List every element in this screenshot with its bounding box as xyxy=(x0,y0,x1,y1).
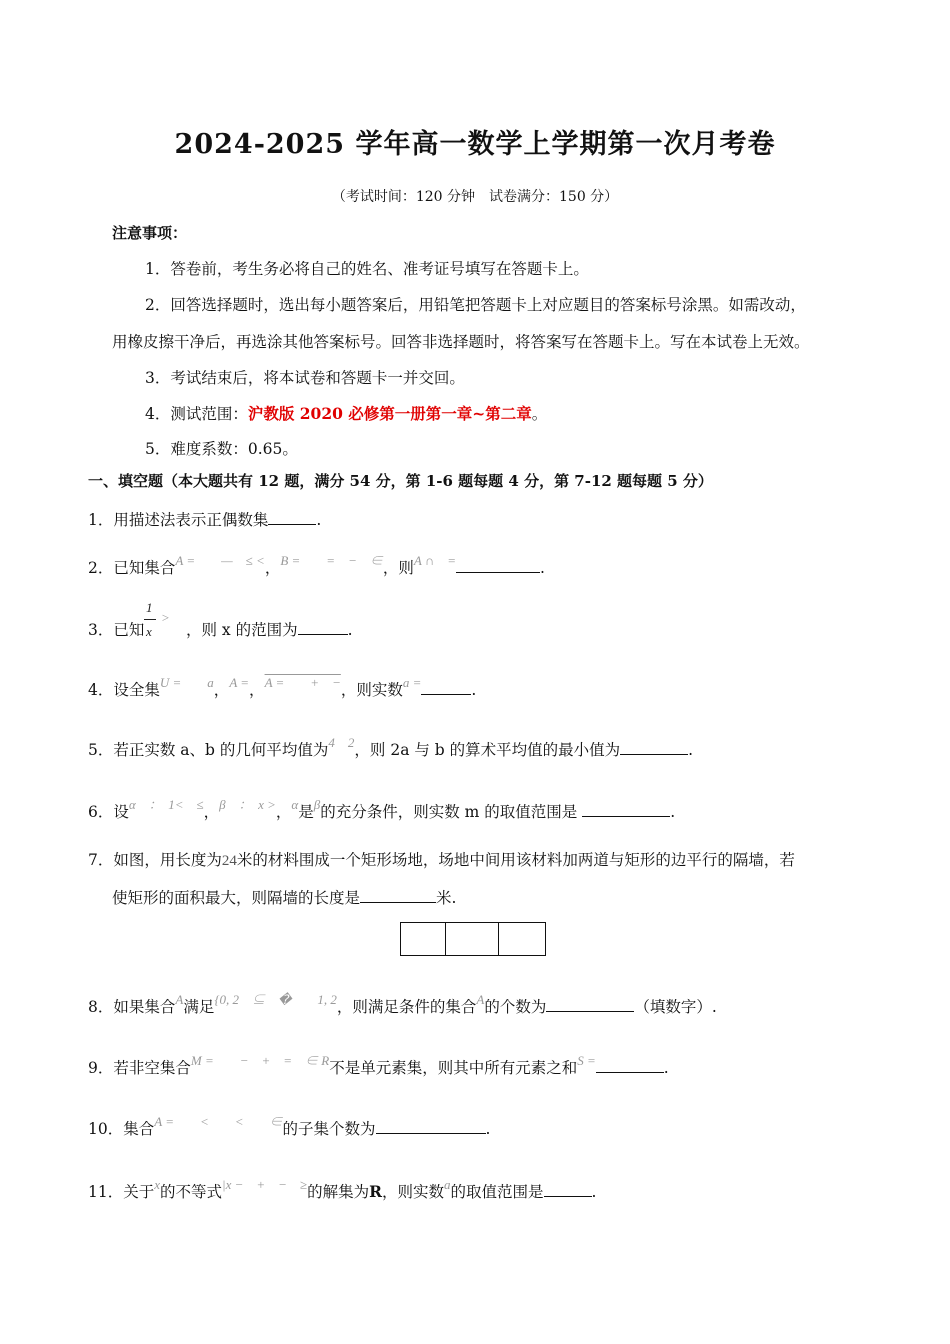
question-8-text-b: 满足 xyxy=(183,998,215,1016)
subset-relation: {0, 2 ⊆ � 1, 2 xyxy=(214,992,337,1007)
question-3-rest xyxy=(186,618,353,640)
question-8-text-e: （填数字）. xyxy=(634,998,717,1016)
separator: ， xyxy=(213,681,230,699)
answer-blank xyxy=(298,620,348,635)
answer-blank xyxy=(620,740,688,755)
question-2 xyxy=(88,553,545,578)
answer-blank xyxy=(544,1182,592,1197)
question-end: . xyxy=(471,681,477,699)
question-6 xyxy=(88,797,676,822)
question-end: . xyxy=(347,621,353,639)
question-5-text-b: ，则 2a 与 b 的算术平均值的最小值为 xyxy=(354,741,621,759)
question-4 xyxy=(88,675,477,700)
note-4-scope: 沪教版 2020 必修第一册第一章~第二章 xyxy=(247,404,532,423)
partition-wall xyxy=(498,923,499,955)
material-length: 24 xyxy=(221,853,237,869)
note-4-suffix: 。 xyxy=(531,405,548,423)
beta-condition: β ： x > xyxy=(219,797,276,812)
question-end: . xyxy=(540,559,545,577)
fraction-numerator: 1 xyxy=(146,600,153,615)
set-a-formula: A = < < ∈ xyxy=(154,1114,283,1129)
question-end: 米. xyxy=(436,889,457,907)
real-numbers-symbol: R xyxy=(369,1182,382,1201)
question-6-text: 6．设 xyxy=(88,803,129,821)
question-11-text-b: 的不等式 xyxy=(160,1183,223,1201)
alpha-condition: α ： 1< ≤ xyxy=(128,797,204,812)
question-end: . xyxy=(688,741,694,759)
set-a-formula: A = xyxy=(229,675,250,690)
notes-heading: 注意事项： xyxy=(112,224,188,242)
geometric-mean-value: 4 2 xyxy=(328,735,355,750)
question-6-text-c: 的充分条件，则实数 m 的取值范围是 xyxy=(320,803,578,821)
note-5: 5．难度系数：0.65。 xyxy=(145,440,298,458)
alpha-symbol: α xyxy=(291,797,299,812)
question-end: . xyxy=(663,1059,669,1077)
question-2-text: 2．已知集合 xyxy=(88,559,176,577)
set-m-formula: M = − + = ∈ R xyxy=(190,1053,330,1068)
set-a-formula: A = — ≤ < xyxy=(175,553,265,568)
answer-blank xyxy=(456,558,540,573)
question-2-text-b: ，则 xyxy=(382,559,414,577)
beta-symbol: β xyxy=(313,797,321,812)
exam-title: 2024-2025 学年高一数学上学期第一次月考卷 xyxy=(174,129,776,160)
question-9 xyxy=(88,1053,669,1078)
question-8-text-c: ，则满足条件的集合 xyxy=(336,998,477,1016)
question-7-text-b: 米的材料围成一个矩形场地，场地中间用该材料加两道与矩形的边平行的隔墙，若 xyxy=(236,851,795,869)
question-11-text-c: 的解集为 xyxy=(307,1183,370,1201)
question-4-text: 4．设全集 xyxy=(88,681,160,699)
question-10-text: 10．集合 xyxy=(88,1120,155,1138)
variable-x: x xyxy=(154,1177,161,1192)
question-5 xyxy=(88,735,694,760)
section-heading: 一、填空题（本大题共有 12 题，满分 54 分，第 1-6 题每题 4 分，第 7-12 题每题 5 分） xyxy=(88,472,713,490)
set-a-symbol: A xyxy=(476,992,485,1007)
variable-a: a xyxy=(444,1177,451,1192)
note-3: 3．考试结束后，将本试卷和答题卡一并交回。 xyxy=(145,369,465,387)
question-1-text: 1．用描述法表示正偶数集 xyxy=(88,511,269,529)
answer-blank xyxy=(376,1119,486,1134)
greater-than-symbol: > xyxy=(161,610,170,625)
set-b-formula: B = = − ∈ xyxy=(280,553,383,568)
rectangle-field-diagram xyxy=(400,922,546,956)
separator: ， xyxy=(264,559,281,577)
note-4 xyxy=(145,402,547,424)
set-a-symbol: A xyxy=(175,992,184,1007)
question-3-text-b: ，则 x 的范围为 xyxy=(186,621,298,639)
answer-blank xyxy=(596,1058,664,1073)
question-end: . xyxy=(591,1183,597,1201)
answer-blank xyxy=(360,888,436,903)
complement-formula: A = + − xyxy=(264,675,341,690)
question-7-text: 7．如图，用长度为 xyxy=(88,851,222,869)
question-1 xyxy=(88,508,321,530)
question-8-text: 8．如果集合 xyxy=(88,998,176,1016)
question-end: . xyxy=(485,1120,491,1138)
answer-blank xyxy=(546,997,634,1012)
question-4-text-b: ，则实数 xyxy=(340,681,403,699)
a-equals: a = xyxy=(402,675,422,690)
answer-blank xyxy=(421,680,471,695)
partition-wall xyxy=(445,923,446,955)
universal-set-formula: U = a xyxy=(159,675,214,690)
answer-blank xyxy=(268,510,316,525)
question-11-text: 11．关于 xyxy=(88,1183,155,1201)
question-3-text: 3．已知 xyxy=(88,621,145,639)
question-8 xyxy=(88,992,717,1017)
note-2-line-2: 用橡皮擦干净后，再选涂其他答案标号。回答非选择题时，将答案写在答题卡上。写在本试卷上无效。 xyxy=(112,333,810,351)
separator: ， xyxy=(249,681,265,699)
question-11-text-d: ，则实数 xyxy=(381,1183,444,1201)
question-10 xyxy=(88,1114,491,1139)
question-3 xyxy=(88,618,144,640)
note-4-prefix: 4．测试范围： xyxy=(145,405,248,423)
sum-s-equals: S = xyxy=(577,1053,596,1068)
question-5-text: 5．若正实数 a、b 的几何平均值为 xyxy=(88,741,329,759)
question-7-line-1 xyxy=(88,848,795,870)
fraction-bar xyxy=(144,619,156,620)
question-9-text-b: 不是单元素集，则其中所有元素之和 xyxy=(329,1059,578,1077)
question-11-text-e: 的取值范围是 xyxy=(450,1183,544,1201)
intersection-formula: A ∩ = xyxy=(413,553,456,568)
inequality-formula: |x − + − ≥ xyxy=(222,1177,308,1192)
fraction-denominator: x xyxy=(146,624,152,639)
question-6-text-b: 是 xyxy=(298,803,314,821)
note-1: 1．答卷前，考生务必将自己的姓名、准考证号填写在答题卡上。 xyxy=(145,260,589,278)
question-10-text-b: 的子集个数为 xyxy=(282,1120,376,1138)
question-9-text: 9．若非空集合 xyxy=(88,1059,191,1077)
exam-time-and-score: （考试时间：120 分钟 试卷满分：150 分） xyxy=(331,189,619,205)
question-7-text-c: 使矩形的面积最大，则隔墙的长度是 xyxy=(112,889,361,907)
answer-blank xyxy=(582,802,670,817)
question-end: . xyxy=(670,803,676,821)
question-end: . xyxy=(316,511,322,529)
question-7-line-2 xyxy=(112,886,456,908)
note-2-line-1: 2．回答选择题时，选出每小题答案后，用铅笔把答题卡上对应题目的答案标号涂黑。如需改动， xyxy=(145,296,806,314)
separator: ， xyxy=(275,803,292,821)
question-11 xyxy=(88,1177,597,1202)
separator: ， xyxy=(203,803,220,821)
question-8-text-d: 的个数为 xyxy=(484,998,547,1016)
